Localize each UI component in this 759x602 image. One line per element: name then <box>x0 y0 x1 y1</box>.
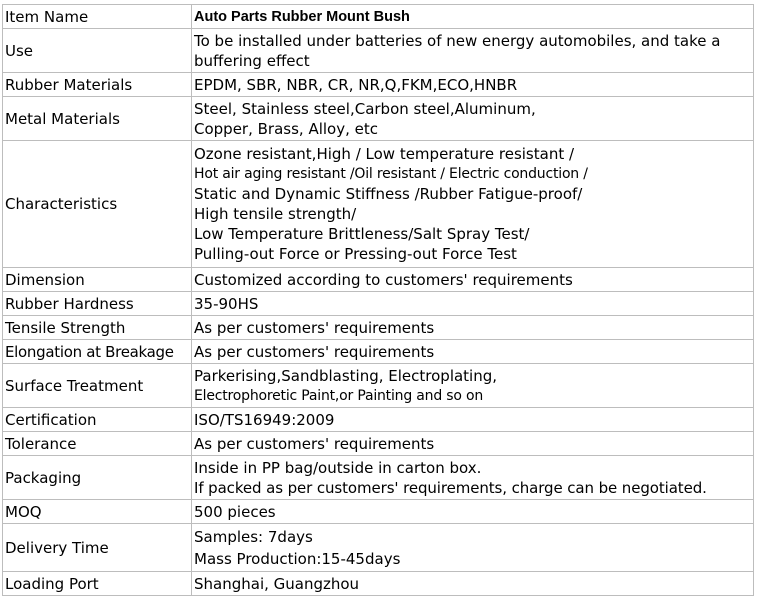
table-row-dimension <box>3 268 754 292</box>
value-line: Low Temperature Brittleness/Salt Spray Test/ <box>194 225 530 243</box>
row-value <box>192 500 754 524</box>
table-row-elongation <box>3 340 754 364</box>
value-line: Hot air aging resistant /Oil resistant / Electric conduction / <box>194 166 588 182</box>
row-label: Item Name <box>3 5 192 29</box>
row-label: Characteristics <box>3 141 192 268</box>
row-label: Delivery Time <box>3 524 192 572</box>
row-label: Surface Treatment <box>3 364 192 408</box>
value-line: Shanghai, Guangzhou <box>194 574 360 593</box>
table-row-tolerance <box>3 432 754 456</box>
table-row-delivery-time <box>3 524 754 572</box>
row-value <box>192 340 754 364</box>
table-row-characteristics <box>3 141 754 268</box>
value-line: As per customers' requirements <box>194 318 435 337</box>
row-label: Dimension <box>3 268 192 292</box>
table-row-certification <box>3 408 754 432</box>
value-line: buffering effect <box>194 51 310 70</box>
row-label: Packaging <box>3 456 192 500</box>
row-label: Elongation at Breakage <box>3 340 192 364</box>
row-label: Certification <box>3 408 192 432</box>
row-value <box>192 572 754 596</box>
row-value <box>192 141 754 268</box>
row-label: Use <box>3 29 192 73</box>
value-line: Static and Dynamic Stiffness /Rubber Fatigue-proof/ <box>194 185 583 203</box>
row-value <box>192 316 754 340</box>
row-value <box>192 432 754 456</box>
table-row-packaging <box>3 456 754 500</box>
value-line: Steel, Stainless steel,Carbon steel,Aluminum, <box>194 99 536 118</box>
value-line: Samples: 7days <box>194 527 313 546</box>
value-line: 35-90HS <box>194 294 259 313</box>
table-row-rubber-materials <box>3 73 754 97</box>
row-value <box>192 97 754 141</box>
row-label: Rubber Materials <box>3 73 192 97</box>
row-label: Rubber Hardness <box>3 292 192 316</box>
row-value <box>192 292 754 316</box>
value-line: If packed as per customers' requirements, charge can be negotiated. <box>194 478 707 497</box>
value-line: 500 pieces <box>194 502 276 521</box>
product-name: Auto Parts Rubber Mount Bush <box>194 8 410 25</box>
row-value <box>192 268 754 292</box>
table-row-use <box>3 29 754 73</box>
table-row-moq <box>3 500 754 524</box>
value-line: As per customers' requirements <box>194 434 435 453</box>
value-line: Copper, Brass, Alloy, etc <box>194 119 378 138</box>
row-label: MOQ <box>3 500 192 524</box>
value-line: Parkerising,Sandblasting, Electroplating, <box>194 366 498 385</box>
value-line: Pulling-out Force or Pressing-out Force Test <box>194 245 517 263</box>
row-label: Loading Port <box>3 572 192 596</box>
row-value <box>192 408 754 432</box>
value-line: Electrophoretic Paint,or Painting and so on <box>194 387 484 404</box>
table-row-rubber-hardness <box>3 292 754 316</box>
row-label: Metal Materials <box>3 97 192 141</box>
row-value <box>192 364 754 408</box>
table-row-tensile-strength <box>3 316 754 340</box>
value-line: Mass Production:15-45days <box>194 549 401 568</box>
spec-table <box>2 4 754 596</box>
row-label: Tolerance <box>3 432 192 456</box>
row-value <box>192 5 754 29</box>
value-line: ISO/TS16949:2009 <box>194 410 335 429</box>
value-line: Customized according to customers' requirements <box>194 270 573 289</box>
table-row-surface-treatment <box>3 364 754 408</box>
row-value <box>192 524 754 572</box>
table-row-metal-materials <box>3 97 754 141</box>
value-line: Inside in PP bag/outside in carton box. <box>194 458 482 477</box>
table-row-loading-port <box>3 572 754 596</box>
row-value <box>192 73 754 97</box>
value-line: EPDM, SBR, NBR, CR, NR,Q,FKM,ECO,HNBR <box>194 75 518 94</box>
value-line: High tensile strength/ <box>194 205 357 223</box>
value-line: To be installed under batteries of new energy automobiles, and take a <box>194 31 721 50</box>
value-line: Ozone resistant,High / Low temperature resistant / <box>194 145 575 163</box>
table-row-item-name <box>3 5 754 29</box>
value-line: As per customers' requirements <box>194 342 435 361</box>
row-value <box>192 29 754 73</box>
row-label: Tensile Strength <box>3 316 192 340</box>
row-value <box>192 456 754 500</box>
